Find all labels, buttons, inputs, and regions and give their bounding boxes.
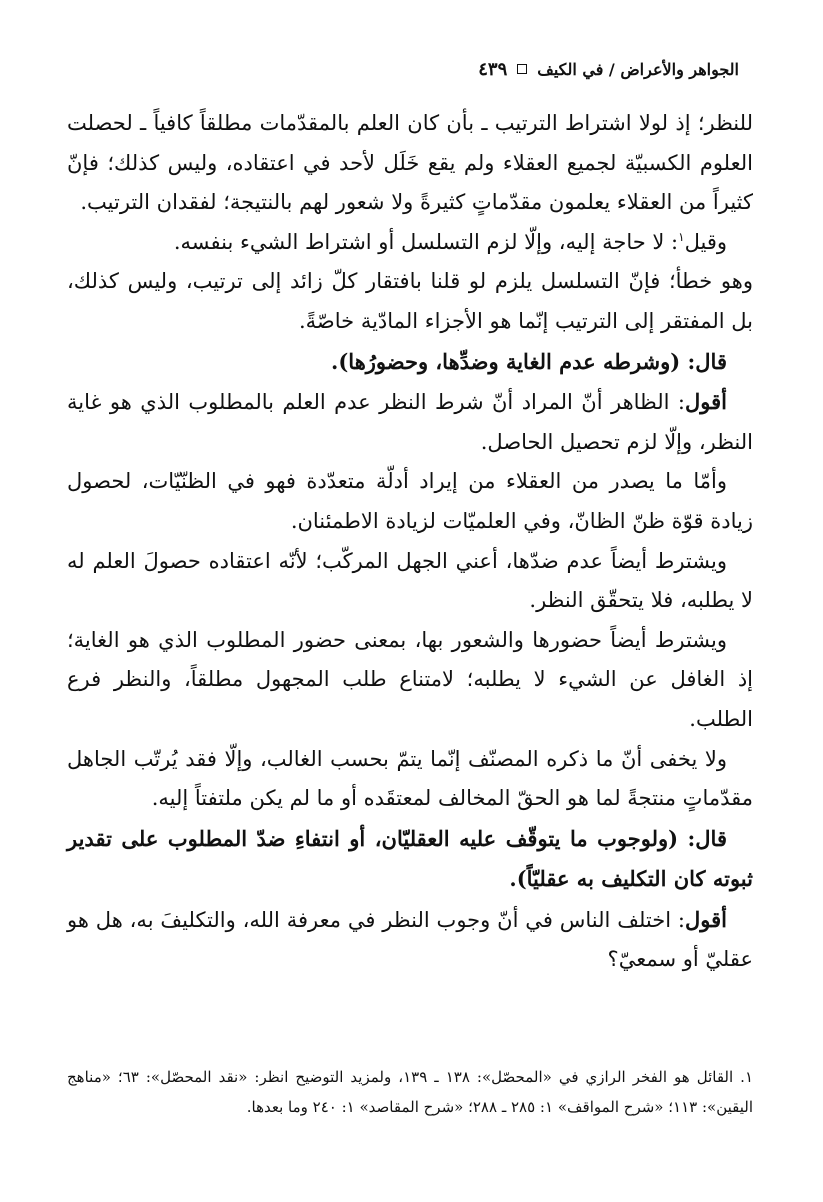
aqulu-label: أقول xyxy=(685,906,727,932)
paragraph: ويشترط أيضاً حضورها والشعور بها، بمعنى حضور المطلوب الذي هو الغاية؛ إذ الغافل عن الشيء لا يطلبه؛ لامتناع طلب المجهول مطلقاً، والنظر فرع الطلب. xyxy=(67,627,753,731)
paragraph xyxy=(67,819,753,900)
paragraph xyxy=(67,342,753,383)
paragraph: وقيل$^١$: لا حاجة إليه، وإلّا لزم التسلسل أو اشتراط الشيء بنفسه. xyxy=(173,229,727,254)
quoted-text: : (ولوجوب ما يتوقّف عليه العقليّان، أو انتفاءِ ضدّ المطلوب على تقدير ثبوته كان التكليف به عقليّاً). xyxy=(67,825,753,892)
footnotes xyxy=(67,1062,753,1122)
page-number: ٤٣٩ xyxy=(478,58,508,80)
footnote-reference: ١ xyxy=(678,229,685,244)
paragraph: أقول: الظاهر أنّ المراد أنّ شرط النظر عدم العلم بالمطلوب الذي هو غاية النظر، وإلّا لزم تحصيل الحاصل. xyxy=(67,389,753,454)
aqulu-label: أقول xyxy=(685,389,727,415)
paragraph: ولا يخفى أنّ ما ذكره المصنّف إنّما يتمّ بحسب الغالب، وإلّا فقد يُرتّب الجاهل مقدّماتٍ منتجةً لما هو الحقّ المخالف لمعتقَده أو ما لم يكن ملتفتاً إليه. xyxy=(67,746,753,811)
paragraph: وأمّا ما يصدر من العقلاء من إيراد أدلّة متعدّدة فهو في الظنّيّات، لحصول زيادة قوّة ظنّ الظانّ، وفي العلميّات لزيادة الاطمئنان. xyxy=(67,469,753,533)
main-text xyxy=(67,104,753,980)
running-title: الجواهر والأعراض / في الكيف xyxy=(537,59,739,79)
square-ornament-icon xyxy=(517,64,527,74)
paragraph: أقول: اختلف الناس في أنّ وجوب النظر في معرفة الله، والتكليفَ به، هل هو عقليّ أو سمعيّ؟ xyxy=(67,906,753,972)
qala-label: قال xyxy=(695,348,727,374)
footnote: ١. القائل هو الفخر الرازي في «المحصّل»: ١٣٨ ـ ١٣٩، ولمزيد التوضيح انظر: «نقد المحصّل»: ٦٣؛ «مناهج اليقين»: ١١٣؛ «شرح المواقف» ١: ٢٨٥ ـ ٢٨٨؛ «شرح المقاصد» ١: ٢٤٠ وما بعدها. xyxy=(67,1068,753,1116)
paragraph: للنظر؛ إذ لولا اشتراط الترتيب ـ بأن كان العلم بالمقدّمات مطلقاً كافياً ـ لحصلت العلوم الكسبيّة لجميع العقلاء ولم يقع خَلَل لأحد في اعتقاده، وليس كذلك؛ فإنّ كثيراً من العقلاء يعلمون مقدّماتٍ كثيرةً ولا شعور لهم بالنتيجة؛ لفقدان الترتيب. xyxy=(67,111,753,215)
running-header xyxy=(84,56,739,82)
paragraph: وهو خطأ؛ فإنّ التسلسل يلزم لو قلنا بافتقار كلّ زائد إلى ترتيب، وليس كذلك، بل المفتقر إلى الترتيب إنّما هو الأجزاء المادّية خاصّةً. xyxy=(67,269,753,333)
qala-label: قال xyxy=(695,825,727,851)
paragraph: ويشترط أيضاً عدم ضدّها، أعني الجهل المركّب؛ لأنّه اعتقاده حصولَ العلم له لا يطلبه، فلا يتحقّق النظر. xyxy=(67,548,753,613)
quoted-text: : (وشرطه عدم الغاية وضدِّها، وحضورُها). xyxy=(331,348,696,374)
